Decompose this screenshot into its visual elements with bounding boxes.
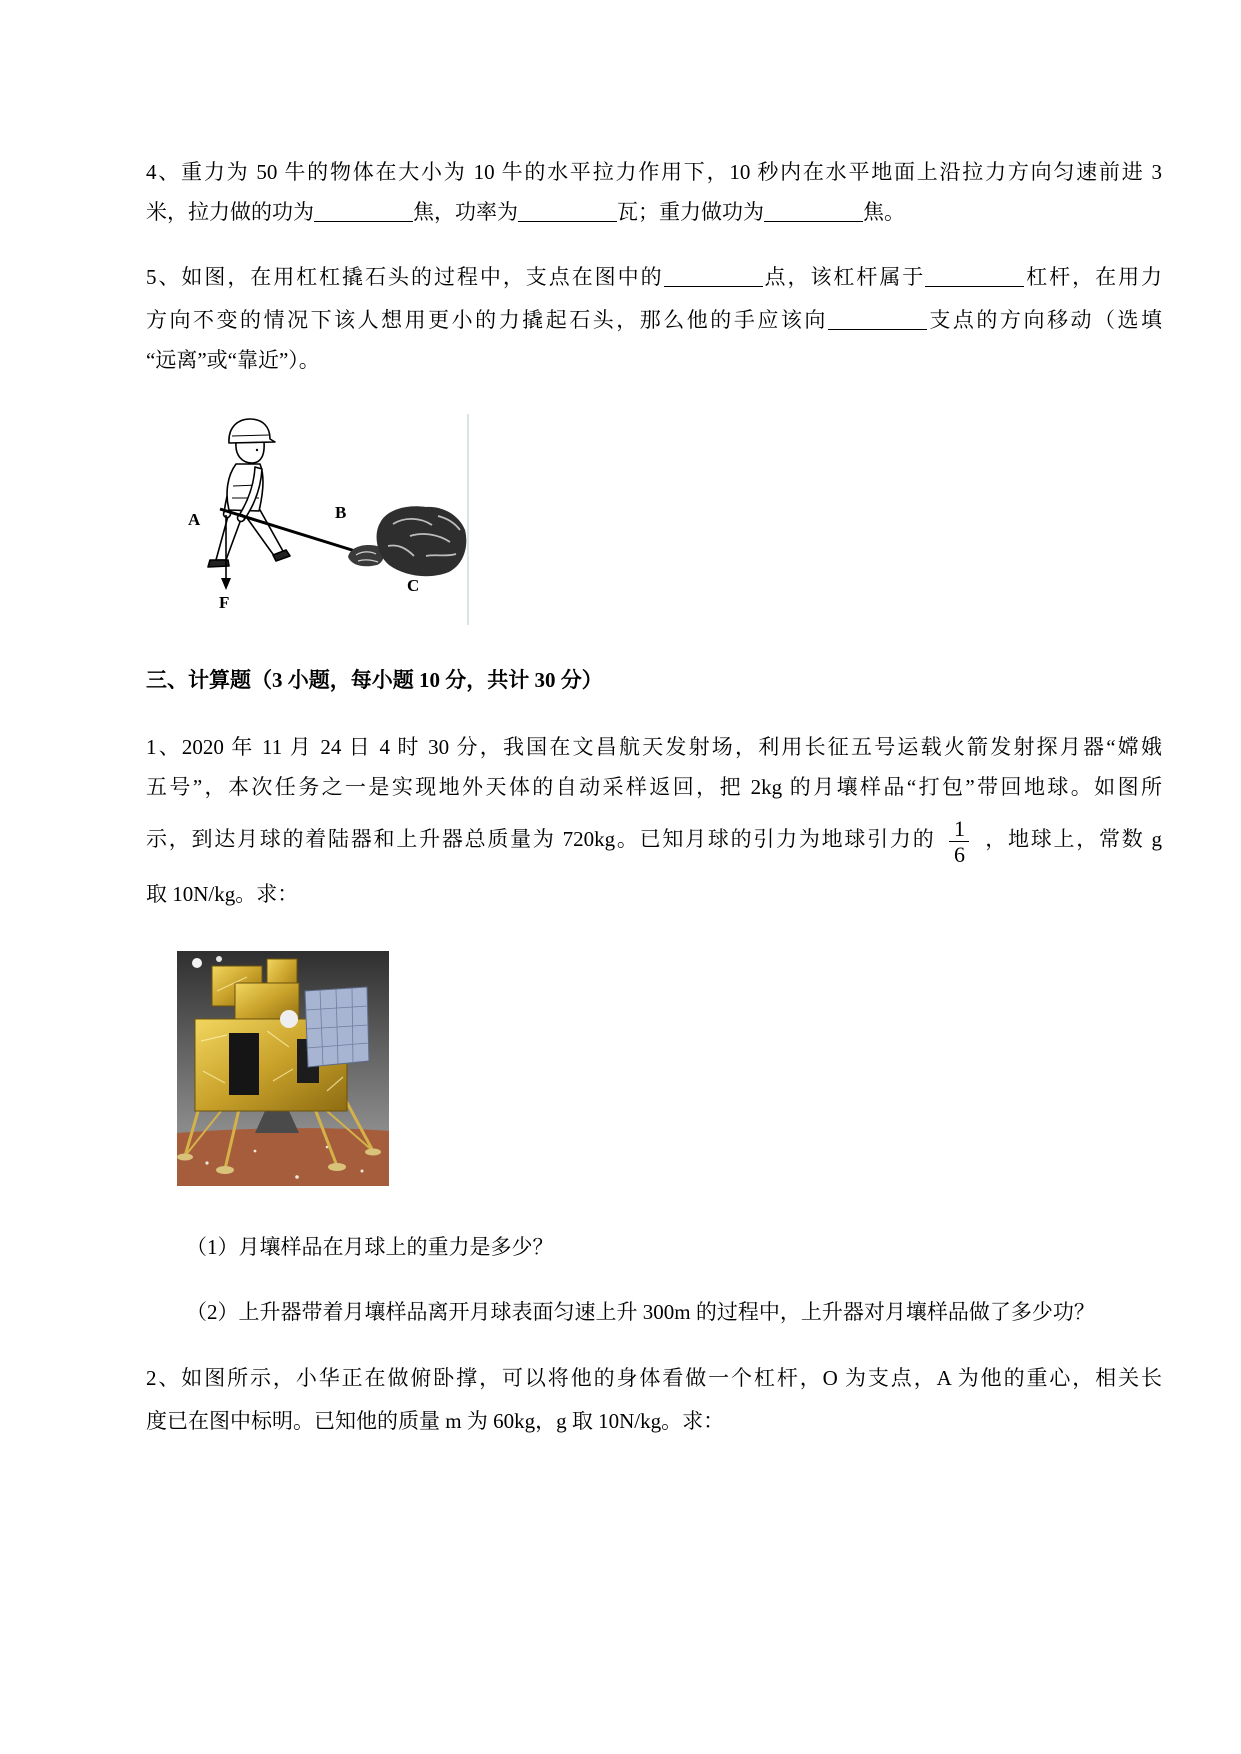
answer-blank [314, 201, 413, 222]
q4-text-1: 4、重力为 50 牛的物体在大小为 10 牛的水平拉力作用下，10 秒内在水平地面上沿拉力方向匀速前进 3 [146, 160, 1162, 184]
label-a: A [188, 510, 201, 529]
calc1-sub-1 [186, 1227, 1162, 1267]
calc2-line-2 [146, 1401, 1162, 1441]
answer-blank [764, 201, 863, 222]
q5-text-3: “远离”或“靠近”）。 [146, 348, 320, 372]
label-c: C [407, 576, 420, 595]
lunar-lander-photo [177, 951, 389, 1186]
calc1-text-4: 取 10N/kg。求： [146, 882, 299, 906]
answer-blank [925, 266, 1024, 287]
black-panel [229, 1033, 259, 1095]
answer-blank [664, 266, 763, 287]
footpad [216, 1166, 234, 1174]
calc1-sub-2-text: （2）上升器带着月壤样品离开月球表面匀速上升 300m 的过程中，上升器对月壤样品做了多少功？ [186, 1300, 1095, 1324]
worker-face [236, 442, 264, 463]
q5-line-1 [146, 257, 1162, 297]
footpad [328, 1163, 346, 1171]
q5-line-3 [146, 340, 1162, 380]
q5-text-2a: 方向不变的情况下该人想用更小的力撬起石头，那么他的手应该向 [146, 308, 828, 332]
section-heading [146, 660, 1162, 700]
footpad [177, 1154, 193, 1161]
calc1-line-3 [146, 809, 1162, 869]
calc1-sub-2 [186, 1292, 1162, 1332]
q4-text-2c: 瓦；重力做功为 [617, 200, 764, 224]
lever-illustration [180, 414, 471, 625]
fraction-denominator: 6 [949, 841, 969, 867]
calc2-text-1: 2、如图所示，小华正在做俯卧撑，可以将他的身体看做一个杠杆，O 为支点，A 为他的重心，相关长 [146, 1366, 1162, 1390]
calc1-line-2 [146, 767, 1162, 807]
background-light [192, 958, 202, 968]
calc2-text-2: 度已在图中标明。已知他的质量 m 为 60kg，g 取 10N/kg。求： [146, 1409, 725, 1433]
worker-eye [256, 449, 258, 451]
footpad [365, 1149, 381, 1156]
calc1-text-1: 1、2020 年 11 月 24 日 4 时 30 分，我国在文昌航天发射场，利用长征五号运载火箭发射探月器“嫦娥 [146, 735, 1162, 759]
q4-line-1 [146, 152, 1162, 192]
pebble [295, 1175, 299, 1179]
calc1-line-1 [146, 727, 1162, 767]
fraction-one-sixth [949, 816, 969, 867]
q5-line-2 [146, 300, 1162, 340]
q5-text-2b: 支点的方向移动（选填 [926, 308, 1162, 332]
background-light [216, 956, 222, 962]
fraction-numerator: 1 [953, 815, 965, 841]
answer-blank [518, 201, 617, 222]
white-sphere [280, 1010, 298, 1028]
q5-text-1b: 点，该杠杆属于 [762, 265, 926, 289]
pebble [205, 1161, 208, 1164]
calc1-text-2: 五号”，本次任务之一是实现地外天体的自动采样返回，把 2kg 的月壤样品“打包”带回地球。如图所 [146, 775, 1162, 799]
q4-text-2b: 焦，功率为 [413, 200, 518, 224]
worker [208, 419, 290, 567]
calc1-line-4 [146, 874, 1162, 914]
answer-blank [828, 309, 927, 330]
force-arrow-head [221, 578, 231, 590]
q5-text-1a: 5、如图，在用杠杠撬石头的过程中，支点在图中的 [146, 265, 664, 289]
helmet [229, 419, 275, 443]
calc1-text-3b: ，地球上，常数 g [983, 827, 1162, 851]
lever-figure [180, 414, 471, 625]
calc1-sub-1-text: （1）月壤样品在月球上的重力是多少？ [186, 1235, 554, 1259]
pebble [361, 1170, 364, 1173]
label-b: B [335, 503, 347, 522]
q4-text-2a: 米，拉力做的功为 [146, 200, 314, 224]
big-rock [377, 506, 467, 576]
label-f: F [219, 593, 230, 612]
q5-text-1c: 杠杆，在用力 [1024, 265, 1162, 289]
q4-text-2d: 焦。 [863, 200, 905, 224]
calc1-text-3a: 示，到达月球的着陆器和上升器总质量为 720kg。已知月球的引力为地球引力的 [146, 827, 936, 851]
q4-line-2 [146, 192, 1162, 232]
calc2-line-1 [146, 1358, 1162, 1398]
pebble [254, 1150, 257, 1153]
section-heading-text: 三、计算题（3 小题，每小题 10 分，共计 30 分） [146, 668, 603, 692]
lunar-lander-image [177, 951, 389, 1186]
